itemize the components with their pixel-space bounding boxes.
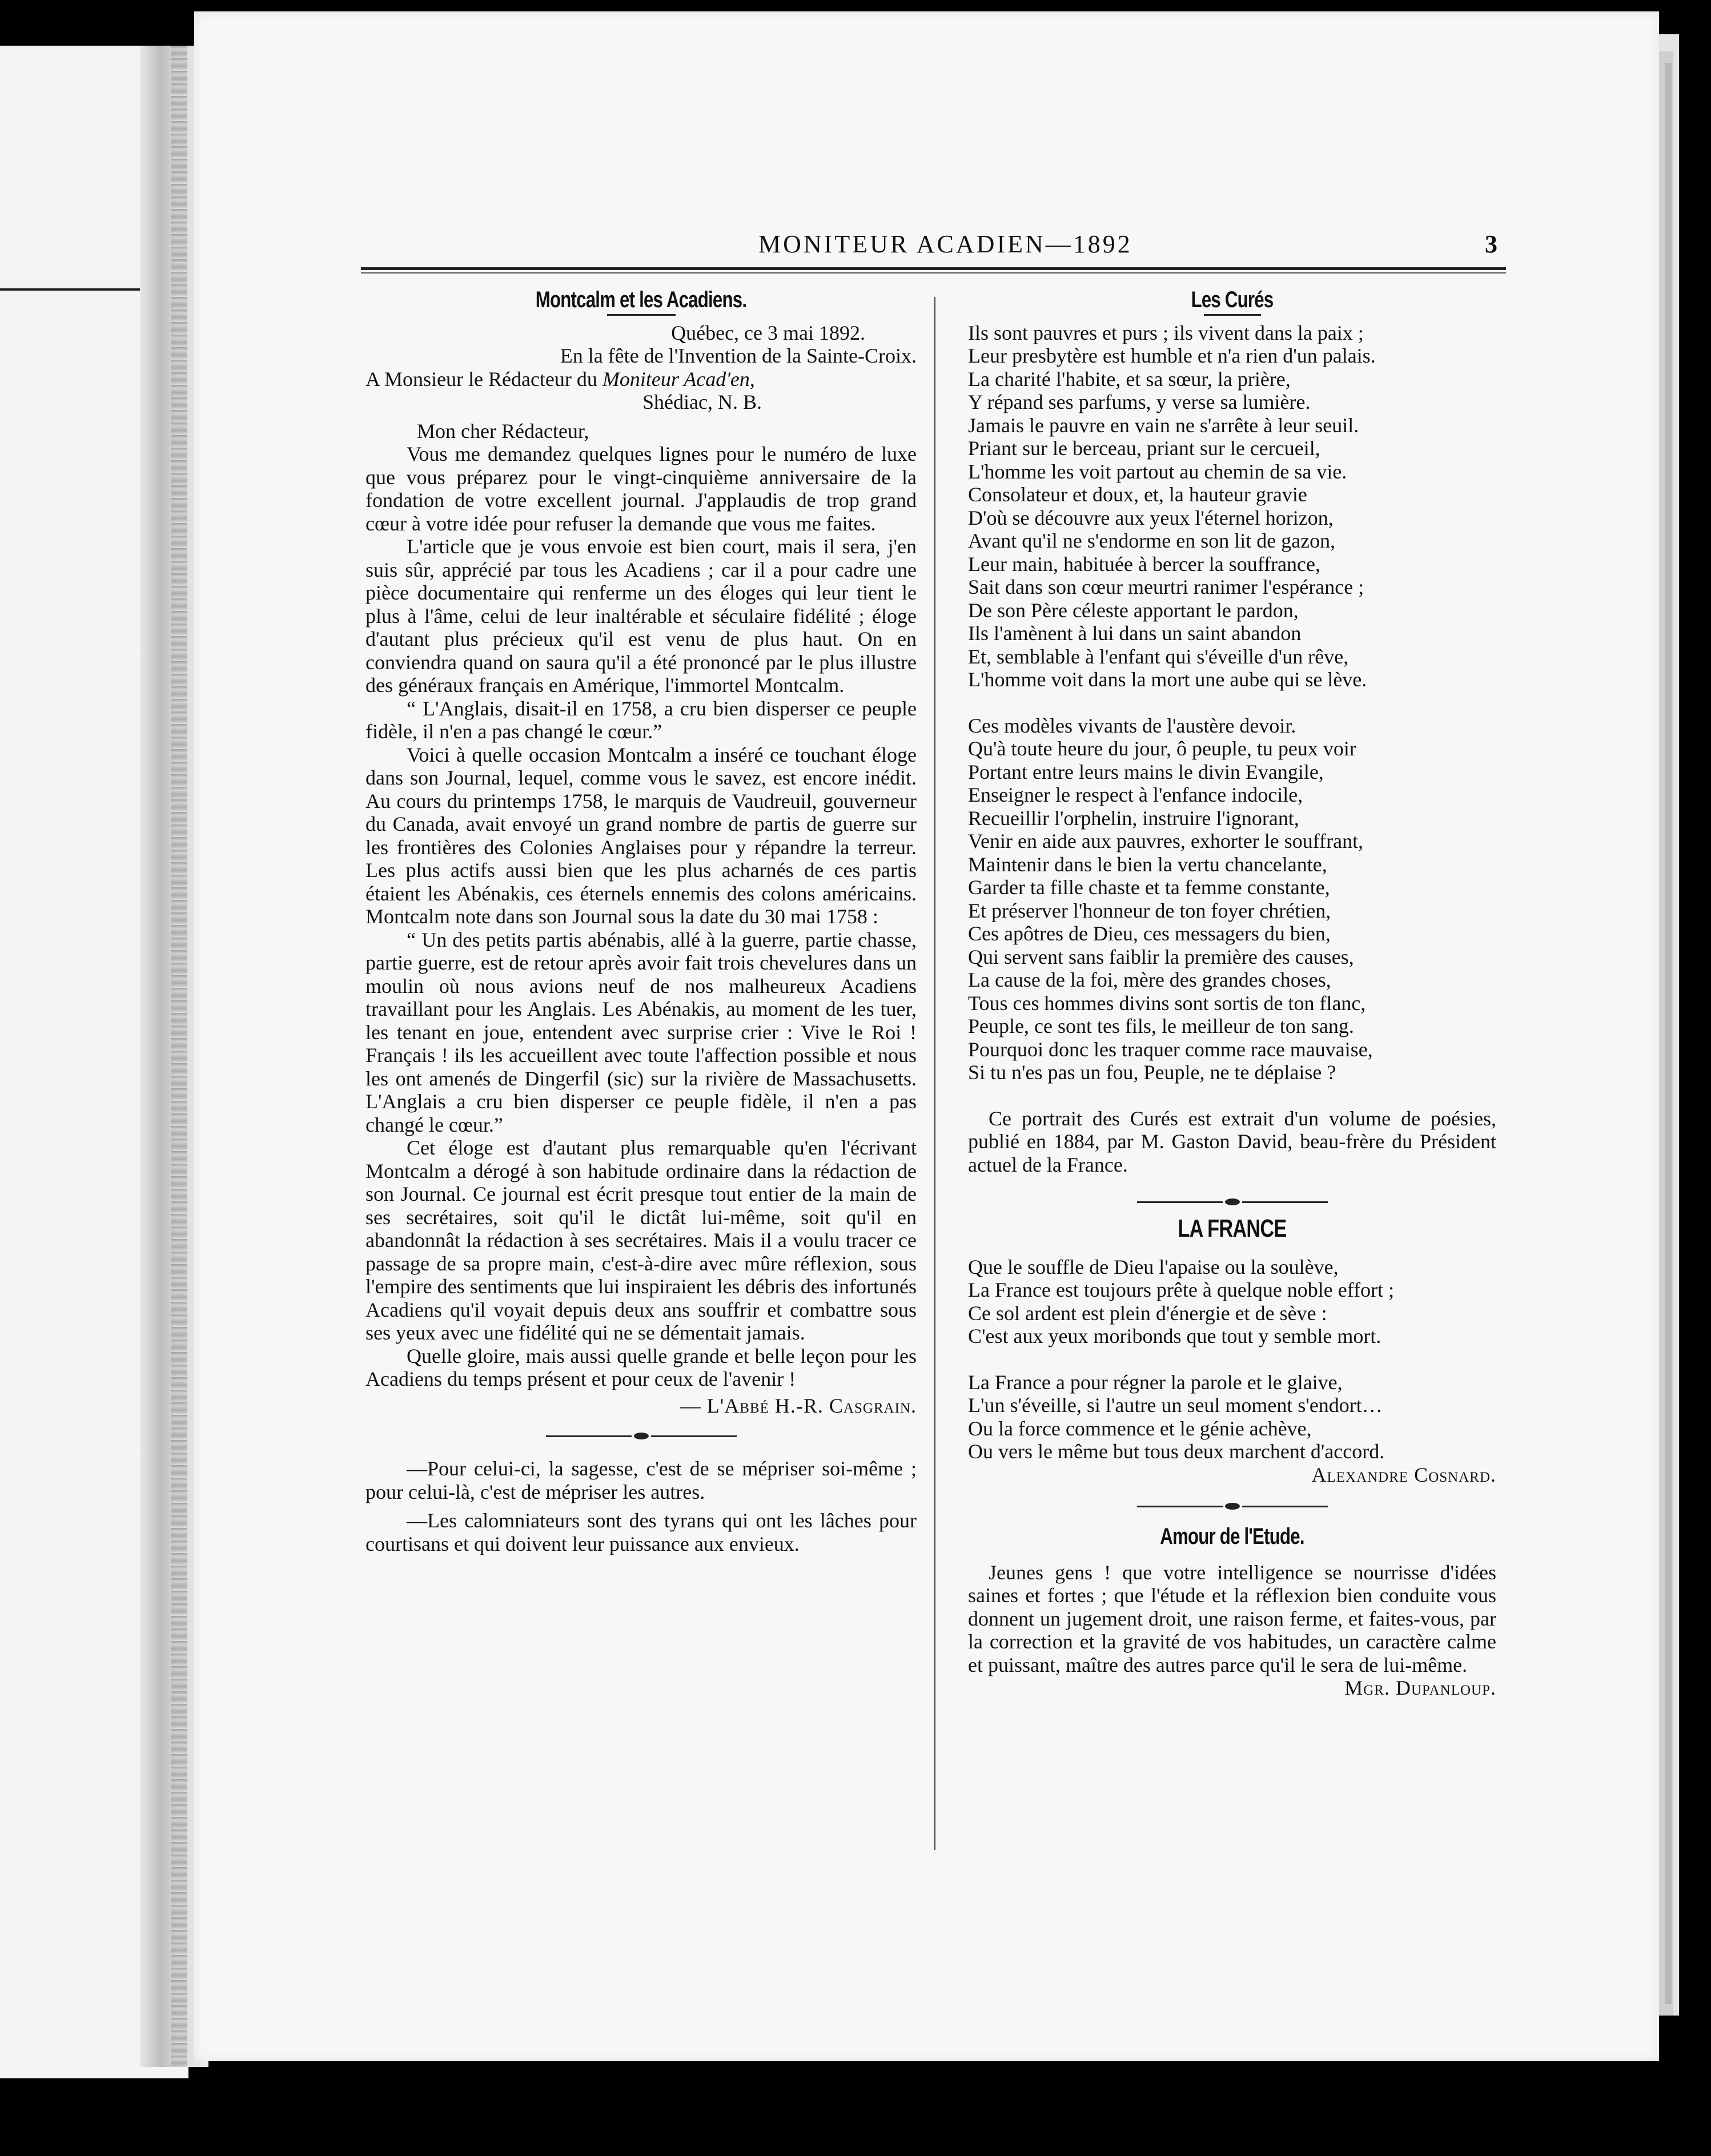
paragraph: Cet éloge est d'autant plus remarquable qu'en l'écrivant Montcalm a dérogé à son habitude ordinaire dans la rédaction de son Journal. Ce journal est écrit presque tout entier de la main de ses secrétaires, soit qu'il le dictât lui-même, soit qu'il en abandonnât la rédaction à ses secrétaires. Mais il a voulu tracer ce passage de sa propre main, c'est-à-dire avec mûre réflexion, sous l'empire des sentiments que lui inspiraient les débris des infortunés Acadiens qu'il voyait depuis deux ans souffrir et combattre sous ses yeux avec une fidélité qui ne se démentait jamais.: [366, 1136, 917, 1344]
verse-line: L'homme voit dans la mort une aube qui se lève.: [968, 668, 1367, 691]
verse-line: Venir en aide aux pauvres, exhorter le souffrant,: [968, 830, 1364, 852]
paragraph: Voici à quelle occasion Montcalm a inséré ce touchant éloge dans son Journal, lequel, comme vous le savez, est encore inédit. Au cours du printemps 1758, le marquis de Vaudreuil, gouverneur du Canada, avait envoyé un grand nombre de partis de guerre sur les frontières des Colonies Anglaises pour y répandre la terreur. Les plus actifs aussi bien que les plus acharnés de ces partis étaient les Abénakis, ces éternels ennemis des colons américains. Montcalm note dans son Journal sous la date du 30 mai 1758 :: [366, 743, 917, 928]
paragraph: L'article que je vous envoie est bien court, mais il sera, j'en suis sûr, apprécié par tous les Acadiens ; car il a pour cadre une pièce documentaire qui renferme un des éloges qui leur tient le plus à l'âme, celui de leur inaltérable et séculaire fidélité ; éloge d'autant plus précieux qu'il est venu de plus haut. On en conviendra quand on saura qu'il a été prononcé par le plus illustre des généraux français en Amérique, l'immortel Montcalm.: [366, 535, 917, 697]
poem-title: LA FRANCE: [1178, 1214, 1287, 1242]
address-place: Shédiac, N. B.: [642, 391, 762, 413]
poem-title: Les Curés: [1191, 287, 1274, 312]
verse-line: Leur presbytère est humble et n'a rien d'un palais.: [968, 344, 1376, 367]
masthead-title: MONITEUR ACADIEN—1892: [758, 230, 1132, 258]
occasion-line: En la fête de l'Invention de la Sainte-Croix.: [560, 344, 917, 367]
maxim: —Pour celui-ci, la sagesse, c'est de se mépriser soi-même ; pour celui-là, c'est de mépriser les autres.: [366, 1457, 917, 1503]
ornament-divider: [968, 1190, 1496, 1213]
essay-text: Jeunes gens ! que votre intelligence se nourrisse d'idées saines et fortes ; que l'étude et la réflexion bien conduite vous donnent un jugement droit, une raison ferme, et faites-vous, par la correction et la gravité de vos habitudes, un caractère calme et puissant, maître des autres parce qu'il le sera de lui-même.: [968, 1560, 1496, 1676]
verse-line: L'homme les voit partout au chemin de sa vie.: [968, 460, 1347, 483]
header-rule-thin: [361, 272, 1506, 273]
poem-stanza: [968, 1371, 1496, 1463]
verse-line: Enseigner le respect à l'enfance indocile,: [968, 783, 1303, 806]
dateline: Québec, ce 3 mai 1892.: [671, 321, 865, 344]
verse-line: Maintenir dans le bien la vertu chancelante,: [968, 852, 1327, 876]
salutation: Mon cher Rédacteur,: [417, 419, 589, 443]
ornament-divider: [968, 1494, 1496, 1517]
verse-line: Jamais le pauvre en vain ne s'arrête à leur seuil.: [968, 413, 1359, 437]
title-rule: [607, 314, 676, 316]
column-divider: [934, 297, 935, 1850]
verse-line: D'où se découvre aux yeux l'éternel horizon,: [968, 506, 1334, 529]
verse-line: Leur main, habituée à bercer la souffrance,: [968, 552, 1321, 576]
verse-line: La cause de la foi, mère des grandes choses,: [968, 968, 1331, 991]
verse-line: Sait dans son cœur meurtri ranimer l'espérance ;: [968, 576, 1364, 598]
essay-title: Amour de l'Etude.: [1160, 1524, 1304, 1549]
verse-line: C'est aux yeux moribonds que tout y semble mort.: [968, 1325, 1381, 1348]
poem-author: Alexandre Cosnard.: [1311, 1463, 1496, 1486]
verse-line: La charité l'habite, et sa sœur, la prière,: [968, 367, 1291, 391]
verse-line: Priant sur le berceau, priant sur le cercueil,: [968, 437, 1320, 460]
header-rule: [361, 267, 1506, 270]
paragraph: Quelle gloire, mais aussi quelle grande et belle leçon pour les Acadiens du temps présent et pour ceux de l'avenir !: [366, 1344, 917, 1390]
poem-note: Ce portrait des Curés est extrait d'un volume de poésies, publié en 1884, par M. Gaston David, beau-frère du Président actuel de la France.: [968, 1107, 1496, 1176]
verse-line: De son Père céleste apportant le pardon,: [968, 598, 1299, 622]
verse-line: Garder ta fille chaste et ta femme constante,: [968, 876, 1330, 899]
verse-line: Y répand ses parfums, y verse sa lumière.: [968, 391, 1311, 413]
paragraph: “ L'Anglais, disait-il en 1758, a cru bien disperser ce peuple fidèle, il n'en a pas changé le cœur.”: [366, 697, 917, 743]
verse-line: Ou la force commence et le génie achève,: [968, 1417, 1312, 1440]
verse-line: Ces modèles vivants de l'austère devoir.: [968, 714, 1296, 737]
verse-line: Ou vers le même but tous deux marchent d'accord.: [968, 1440, 1385, 1463]
poem-stanza: [968, 321, 1496, 691]
essay-author: Mgr. Dupanloup.: [1344, 1676, 1496, 1699]
verse-line: Consolateur et doux, et, la hauteur gravie: [968, 483, 1307, 506]
gutter-binding: [171, 46, 187, 2067]
verse-line: Tous ces hommes divins sont sortis de ton flanc,: [968, 991, 1366, 1015]
verse-line: Recueillir l'orphelin, instruire l'ignorant,: [968, 806, 1299, 830]
page-number: 3: [1485, 230, 1497, 258]
verse-line: Qu'à toute heure du jour, ô peuple, tu peux voir: [968, 737, 1356, 760]
maxim: —Les calomniateurs sont des tyrans qui ont les lâches pour courtisans et qui doivent leur puissance aux envieux.: [366, 1509, 917, 1555]
article-title: Montcalm et les Acadiens.: [535, 287, 747, 312]
right-column: [968, 288, 1496, 1700]
verse-line: Ces apôtres de Dieu, ces messagers du bien,: [968, 922, 1331, 945]
verse-line: Avant qu'il ne s'endorme en son lit de gazon,: [968, 529, 1336, 552]
signature: — L'Abbé H.-R. Casgrain.: [680, 1394, 917, 1417]
verse-line: Et préserver l'honneur de ton foyer chrétien,: [968, 899, 1331, 922]
paragraph: Vous me demandez quelques lignes pour le numéro de luxe que vous préparez pour le vingt-cinquième anniversaire de la fondation de votre excellent journal. J'applaudis de trop grand cœur à votre idée pour refuser la demande que vous me faites.: [366, 443, 917, 535]
verse-line: L'un s'éveille, si l'autre un seul moment s'endort…: [968, 1394, 1383, 1417]
left-column: [366, 288, 917, 1555]
poem-stanza: [968, 1256, 1496, 1348]
poem-stanza: [968, 714, 1496, 1084]
verse-line: Qui servent sans faiblir la première des causes,: [968, 945, 1354, 968]
verse-line: La France est toujours prête à quelque noble effort ;: [968, 1278, 1395, 1301]
verse-line: Si tu n'es pas un fou, Peuple, ne te déplaise ?: [968, 1061, 1336, 1084]
verse-line: Ils l'amènent à lui dans un saint abandon: [968, 622, 1302, 645]
ornament-divider: [366, 1424, 917, 1447]
verse-line: Et, semblable à l'enfant qui s'éveille d'un rêve,: [968, 645, 1349, 668]
verse-line: Ce sol ardent est plein d'énergie et de sève :: [968, 1301, 1327, 1325]
verse-line: Ils sont pauvres et purs ; ils vivent dans la paix ;: [968, 321, 1364, 344]
verse-line: Portant entre leurs mains le divin Evangile,: [968, 760, 1324, 783]
verse-line: Que le souffle de Dieu l'apaise ou la soulève,: [968, 1255, 1339, 1278]
title-rule: [1204, 314, 1261, 316]
verse-line: La France a pour régner la parole et le glaive,: [968, 1370, 1343, 1394]
page-stack-edge: [1665, 63, 1672, 2004]
verse-line: Peuple, ce sont tes fils, le meilleur de ton sang.: [968, 1015, 1354, 1037]
address-line: A Monsieur le Rédacteur du Moniteur Acad'en,: [366, 367, 755, 391]
paragraph: “ Un des petits partis abénabis, allé à la guerre, partie chasse, partie guerre, est de retour après avoir fait trois chevelures dans un moulin où nous avions neuf de nos malheureux Acadiens travaillant pour les Anglais. Les Abénakis, au moment de les tuer, les tenant en joue, entendent avec surprise crier : Vive le Roi ! Français ! ils les accueillent avec toute l'affection possible et nous les ont amenés de Dingerfil (sic) sur la rivière de Massachusetts. L'Anglais a cru bien disperser ce peuple fidèle, il n'en a pas changé le cœur.”: [366, 928, 917, 1136]
verse-line: Pourquoi donc les traquer comme race mauvaise,: [968, 1037, 1373, 1061]
